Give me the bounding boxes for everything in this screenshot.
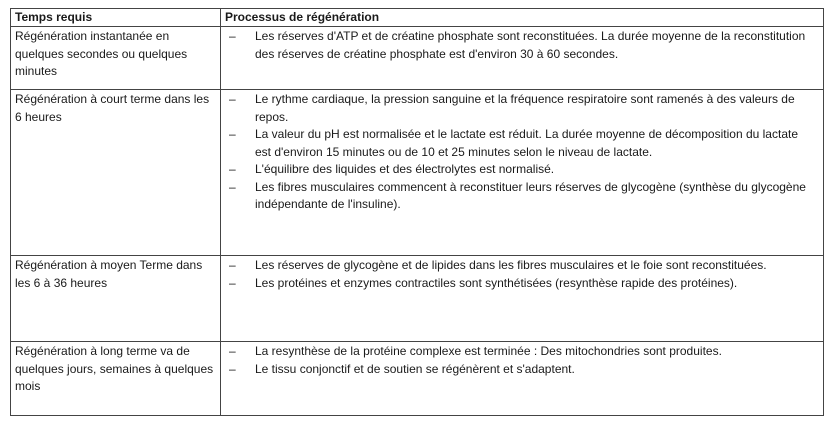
list-item: – Les réserves de glycogène et de lipides dans les fibres musculaires et le foie sont reconstituées. — [225, 257, 817, 275]
table-row — [11, 90, 824, 256]
header-row — [11, 9, 824, 27]
time-cell: Régénération instantanée en quelques secondes ou quelques minutes — [11, 27, 221, 90]
process-cell — [221, 90, 824, 256]
process-list — [225, 91, 817, 214]
time-cell: Régénération à long terme va de quelques jours, semaines à quelques mois — [11, 342, 221, 416]
dash-bullet: – — [229, 258, 236, 272]
time-cell: Régénération à moyen Terme dans les 6 à 36 heures — [11, 256, 221, 342]
list-item: – Les réserves d'ATP et de créatine phosphate sont reconstituées. La durée moyenne de la reconstitution des réserves de créatine phosphate est d'environ 30 à 60 secondes. — [229, 29, 806, 61]
dash-bullet: – — [229, 179, 236, 194]
dash-bullet: – — [229, 162, 236, 176]
dash-bullet: – — [229, 275, 236, 290]
process-cell — [221, 27, 824, 90]
table-row — [11, 256, 824, 342]
dash-bullet: – — [229, 92, 236, 106]
dash-bullet: – — [229, 344, 236, 358]
dash-bullet: – — [229, 29, 236, 43]
table-row — [11, 342, 824, 416]
process-list — [225, 343, 817, 378]
list-item: – Les protéines et enzymes contractiles sont synthétisées (resynthèse rapide des protéines). — [225, 275, 817, 293]
process-cell — [221, 256, 824, 342]
regeneration-table — [10, 8, 824, 416]
list-item: – Les fibres musculaires commencent à reconstituer leurs réserves de glycogène (synthèse du glycogène indépendante de l'insuline). — [229, 179, 806, 211]
dash-bullet: – — [229, 127, 236, 141]
process-list — [225, 257, 817, 292]
time-cell: Régénération à court terme dans les 6 heures — [11, 90, 221, 256]
process-cell — [221, 342, 824, 416]
list-item: – Le rythme cardiaque, la pression sanguine et la fréquence respiratoire sont ramenés à des valeurs de repos. — [229, 92, 795, 124]
list-item: – Le tissu conjonctif et de soutien se régénèrent et s'adaptent. — [225, 361, 817, 379]
header-process: Processus de régénération — [221, 9, 824, 27]
dash-bullet: – — [229, 361, 236, 376]
header-time: Temps requis — [11, 9, 221, 27]
list-item: – L'équilibre des liquides et des électrolytes est normalisé. — [225, 161, 817, 179]
table-row — [11, 27, 824, 90]
list-item: – La valeur du pH est normalisée et le lactate est réduit. La durée moyenne de décomposition du lactate est d'environ 15 minutes ou de 10 et 25 minutes selon le niveau de lactate. — [229, 127, 798, 159]
process-list — [225, 28, 817, 63]
list-item: – La resynthèse de la protéine complexe est terminée : Des mitochondries sont produites. — [225, 343, 817, 361]
